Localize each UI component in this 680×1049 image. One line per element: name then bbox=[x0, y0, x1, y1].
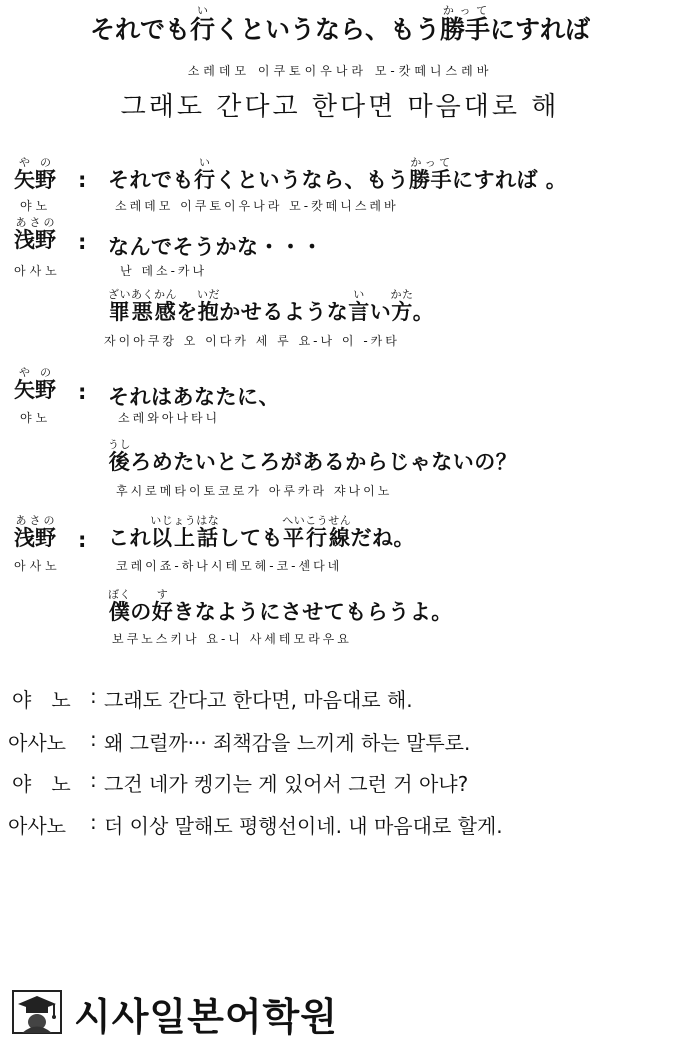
translation-text: 그건 네가 켕기는 게 있어서 그런 거 아냐? bbox=[104, 772, 469, 796]
line-pronunciation: 자이아쿠캉 오 이다카 세 루 요-나 이 -카타 bbox=[104, 334, 400, 348]
line-pronunciation: 소레데모 이쿠토이우나라 모-캇떼니스레바 bbox=[115, 199, 399, 213]
translation-speaker: 야 노 bbox=[12, 772, 71, 796]
translation-colon: : bbox=[90, 810, 97, 834]
graduation-cap-icon bbox=[12, 990, 62, 1034]
speaker-pronunciation: 아사노 bbox=[14, 264, 61, 278]
translation-colon: : bbox=[90, 684, 97, 708]
furigana-word: 以上いじょう bbox=[150, 514, 197, 550]
japanese-line: これ以上いじょう話はなしても平行線へいこうせんだね。 bbox=[108, 514, 415, 550]
furigana-word: 罪悪感ざいあくかん bbox=[108, 288, 177, 324]
speaker-asano bbox=[14, 216, 56, 254]
translation-colon: : bbox=[90, 727, 97, 751]
furigana-word: 勝手かって bbox=[409, 156, 452, 192]
speaker-asano bbox=[14, 514, 56, 552]
furigana-word: 話はな bbox=[196, 514, 220, 550]
line-pronunciation: 소레와아나타니 bbox=[118, 411, 221, 425]
speaker-pronunciation: 야노 bbox=[20, 411, 52, 425]
speaker-pronunciation: 아사노 bbox=[14, 559, 61, 573]
translation-text: 더 이상 말해도 평행선이네. 내 마음대로 할게. bbox=[104, 814, 503, 838]
line-pronunciation: 후시로메타이토코로가 아루카라 쟈나이노 bbox=[116, 484, 393, 498]
furigana-word: 勝手かって bbox=[440, 4, 491, 44]
japanese-line: 罪悪感ざいあくかんを抱いだかせるような言いい方かた。 bbox=[108, 288, 435, 324]
speaker-yano bbox=[14, 156, 56, 194]
speaker-colon: : bbox=[78, 230, 87, 254]
line-pronunciation: 난 데소-카나 bbox=[120, 264, 208, 278]
furigana-word: 方かた bbox=[390, 288, 414, 324]
furigana-word: 矢野やの bbox=[14, 366, 56, 402]
furigana-word: 浅野あさの bbox=[14, 216, 56, 252]
furigana-word: 言い bbox=[348, 288, 370, 324]
speaker-colon: : bbox=[78, 528, 87, 552]
japanese-line: なんでそうかな・・・ bbox=[108, 235, 323, 259]
furigana-word: 行い bbox=[189, 4, 215, 44]
translation-text: 왜 그럴까··· 죄책감을 느끼게 하는 말투로. bbox=[104, 731, 471, 755]
translation-text: 그래도 간다고 한다면, 마음대로 해. bbox=[104, 688, 413, 712]
translation-speaker: 아사노 bbox=[8, 814, 66, 838]
speaker-colon: : bbox=[78, 380, 87, 404]
speaker-yano bbox=[14, 366, 56, 404]
furigana-word: 浅野あさの bbox=[14, 514, 56, 550]
speaker-pronunciation: 야노 bbox=[20, 199, 52, 213]
translation-speaker: 아사노 bbox=[8, 731, 66, 755]
japanese-line: それはあなたに、 bbox=[108, 385, 280, 409]
translation-speaker: 야 노 bbox=[12, 688, 71, 712]
furigana-word: 矢野やの bbox=[14, 156, 56, 192]
japanese-line: それでも行いくというなら、もう勝手かってにすれば 。 bbox=[108, 156, 568, 192]
title-japanese: それでも行いくというなら、もう勝手かってにすれば bbox=[89, 4, 591, 44]
japanese-line: 後うしろめたいところがあるからじゃないの？ bbox=[108, 438, 518, 474]
speaker-colon: : bbox=[78, 168, 87, 192]
line-pronunciation: 보쿠노스키나 요-니 사세테모라우요 bbox=[112, 632, 352, 646]
translation-colon: : bbox=[90, 768, 97, 792]
furigana-word: 好す bbox=[151, 588, 174, 624]
japanese-line: 僕ぼくの好すきなようにさせてもらうよ。 bbox=[108, 588, 453, 624]
line-pronunciation: 코레이죠-하나시테모헤-코-센다네 bbox=[116, 559, 343, 573]
furigana-word: 抱いだ bbox=[197, 288, 220, 324]
title-korean: 그래도 간다고 한다면 마음대로 해 bbox=[120, 92, 560, 122]
title-pronunciation: 소레데모 이쿠토이우나라 모-캇떼니스레바 bbox=[187, 64, 493, 78]
furigana-word: 後うし bbox=[108, 438, 131, 474]
furigana-word: 平行線へいこうせん bbox=[282, 514, 352, 550]
academy-logo-text: 시사일본어학원 bbox=[74, 995, 338, 1039]
furigana-word: 行い bbox=[194, 156, 216, 192]
furigana-word: 僕ぼく bbox=[108, 588, 131, 624]
